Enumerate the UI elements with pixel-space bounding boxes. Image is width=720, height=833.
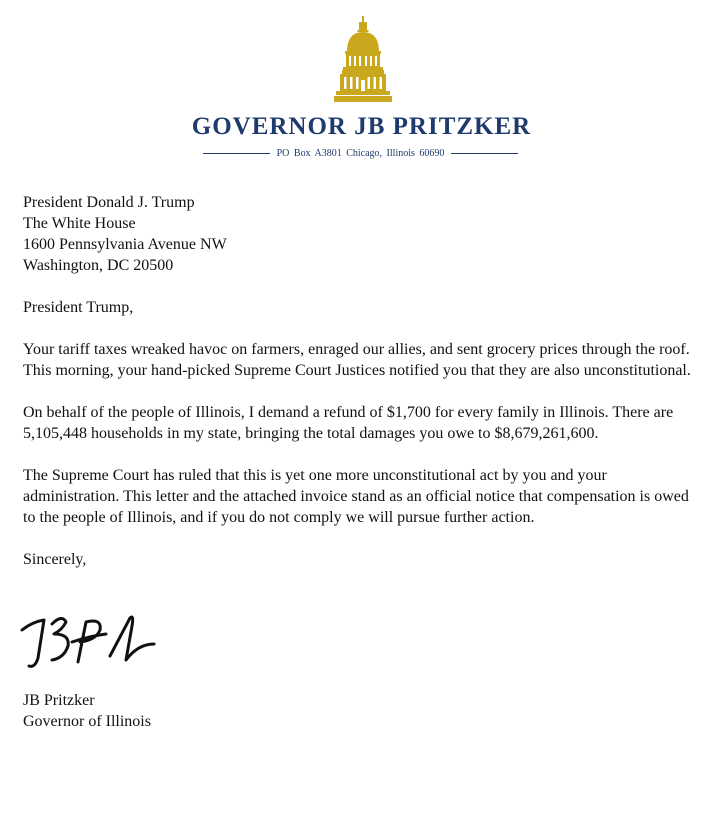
divider-left <box>203 153 270 154</box>
signatory-title: Governor of Illinois <box>23 713 151 730</box>
letter-body <box>23 192 703 570</box>
recipient-city: Washington, DC 20500 <box>23 257 174 274</box>
letterhead-address-row <box>203 146 518 160</box>
signatory-block <box>23 690 151 732</box>
paragraph-2: On behalf of the people of Illinois, I demand a refund of $1,700 for every family in Illinois. There are 5,105,448 households in my state, bringing the total damages you owe to $8,679,261,600. <box>23 404 674 442</box>
divider-right <box>451 153 518 154</box>
capitol-dome-icon <box>334 16 392 109</box>
recipient-street: 1600 Pennsylvania Avenue NW <box>23 236 227 253</box>
letterhead-title: GOVERNOR JB PRITZKER <box>191 113 532 140</box>
letterhead-address: PO Box A3801 Chicago, Illinois 60690 <box>276 147 445 159</box>
closing: Sincerely, <box>23 551 87 568</box>
signatory-name: JB Pritzker <box>23 692 95 709</box>
paragraph-3: The Supreme Court has ruled that this is yet one more unconstitutional act by you and your administration. This letter and the attached invoice stand as an official notice that compensation is owed to the people of Illinois, and if you do not comply we will pursue further action. <box>23 467 689 526</box>
paragraph-1: Your tariff taxes wreaked havoc on farmers, enraged our allies, and sent grocery prices through the roof. This morning, your hand-picked Supreme Court Justices notified you that they are also unconstitutional. <box>23 341 691 379</box>
recipient-block <box>23 192 703 276</box>
recipient-org: The White House <box>23 215 136 232</box>
salutation: President Trump, <box>23 299 134 316</box>
letterhead <box>0 0 720 170</box>
handwritten-signature <box>16 600 158 680</box>
recipient-name: President Donald J. Trump <box>23 194 195 211</box>
